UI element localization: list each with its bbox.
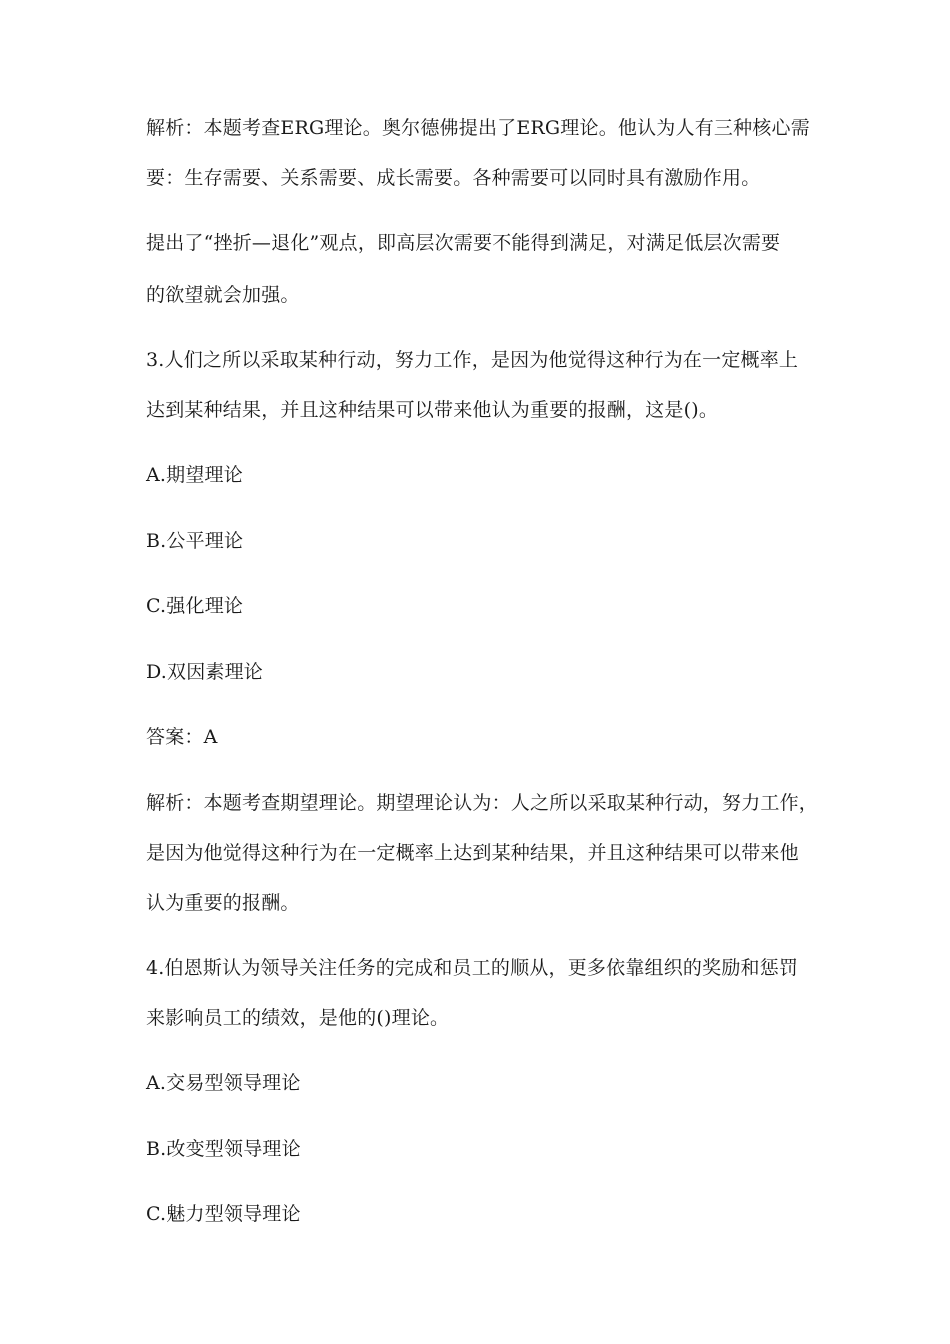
question-3-option-d: D.双因素理论 bbox=[146, 661, 263, 683]
question-3-line-2: 达到某种结果，并且这种结果可以带来他认为重要的报酬，这是()。 bbox=[146, 399, 719, 421]
question-4-option-c: C.魅力型领导理论 bbox=[146, 1203, 301, 1225]
question-3-analysis-line-3: 认为重要的报酬。 bbox=[146, 892, 300, 914]
question-3-analysis-line-2: 是因为他觉得这种行为在一定概率上达到某种结果，并且这种结果可以带来他 bbox=[146, 842, 799, 864]
question-3-option-a: A.期望理论 bbox=[146, 464, 243, 486]
question-4-line-2: 来影响员工的绩效，是他的()理论。 bbox=[146, 1007, 450, 1029]
question-4-option-a: A.交易型领导理论 bbox=[146, 1072, 301, 1094]
analysis-erg-line-1: 解析：本题考查ERG理论。奥尔德佛提出了ERG理论。他认为人有三种核心需 bbox=[146, 117, 810, 139]
analysis-erg-line-4: 的欲望就会加强。 bbox=[146, 284, 300, 306]
question-4-option-b: B.改变型领导理论 bbox=[146, 1138, 301, 1160]
question-3-answer: 答案：A bbox=[146, 726, 218, 748]
question-3-option-c: C.强化理论 bbox=[146, 595, 244, 617]
question-3-line-1: 3.人们之所以采取某种行动，努力工作，是因为他觉得这种行为在一定概率上 bbox=[146, 349, 799, 371]
analysis-erg-line-2: 要：生存需要、关系需要、成长需要。各种需要可以同时具有激励作用。 bbox=[146, 167, 761, 189]
analysis-erg-line-3: 提出了“挫折—退化”观点，即高层次需要不能得到满足，对满足低层次需要 bbox=[146, 232, 781, 254]
question-3-analysis-line-1: 解析：本题考查期望理论。期望理论认为：人之所以采取某种行动，努力工作， bbox=[146, 792, 819, 814]
question-4-line-1: 4.伯恩斯认为领导关注任务的完成和员工的顺从，更多依靠组织的奖励和惩罚 bbox=[146, 957, 799, 979]
question-3-option-b: B.公平理论 bbox=[146, 530, 244, 552]
